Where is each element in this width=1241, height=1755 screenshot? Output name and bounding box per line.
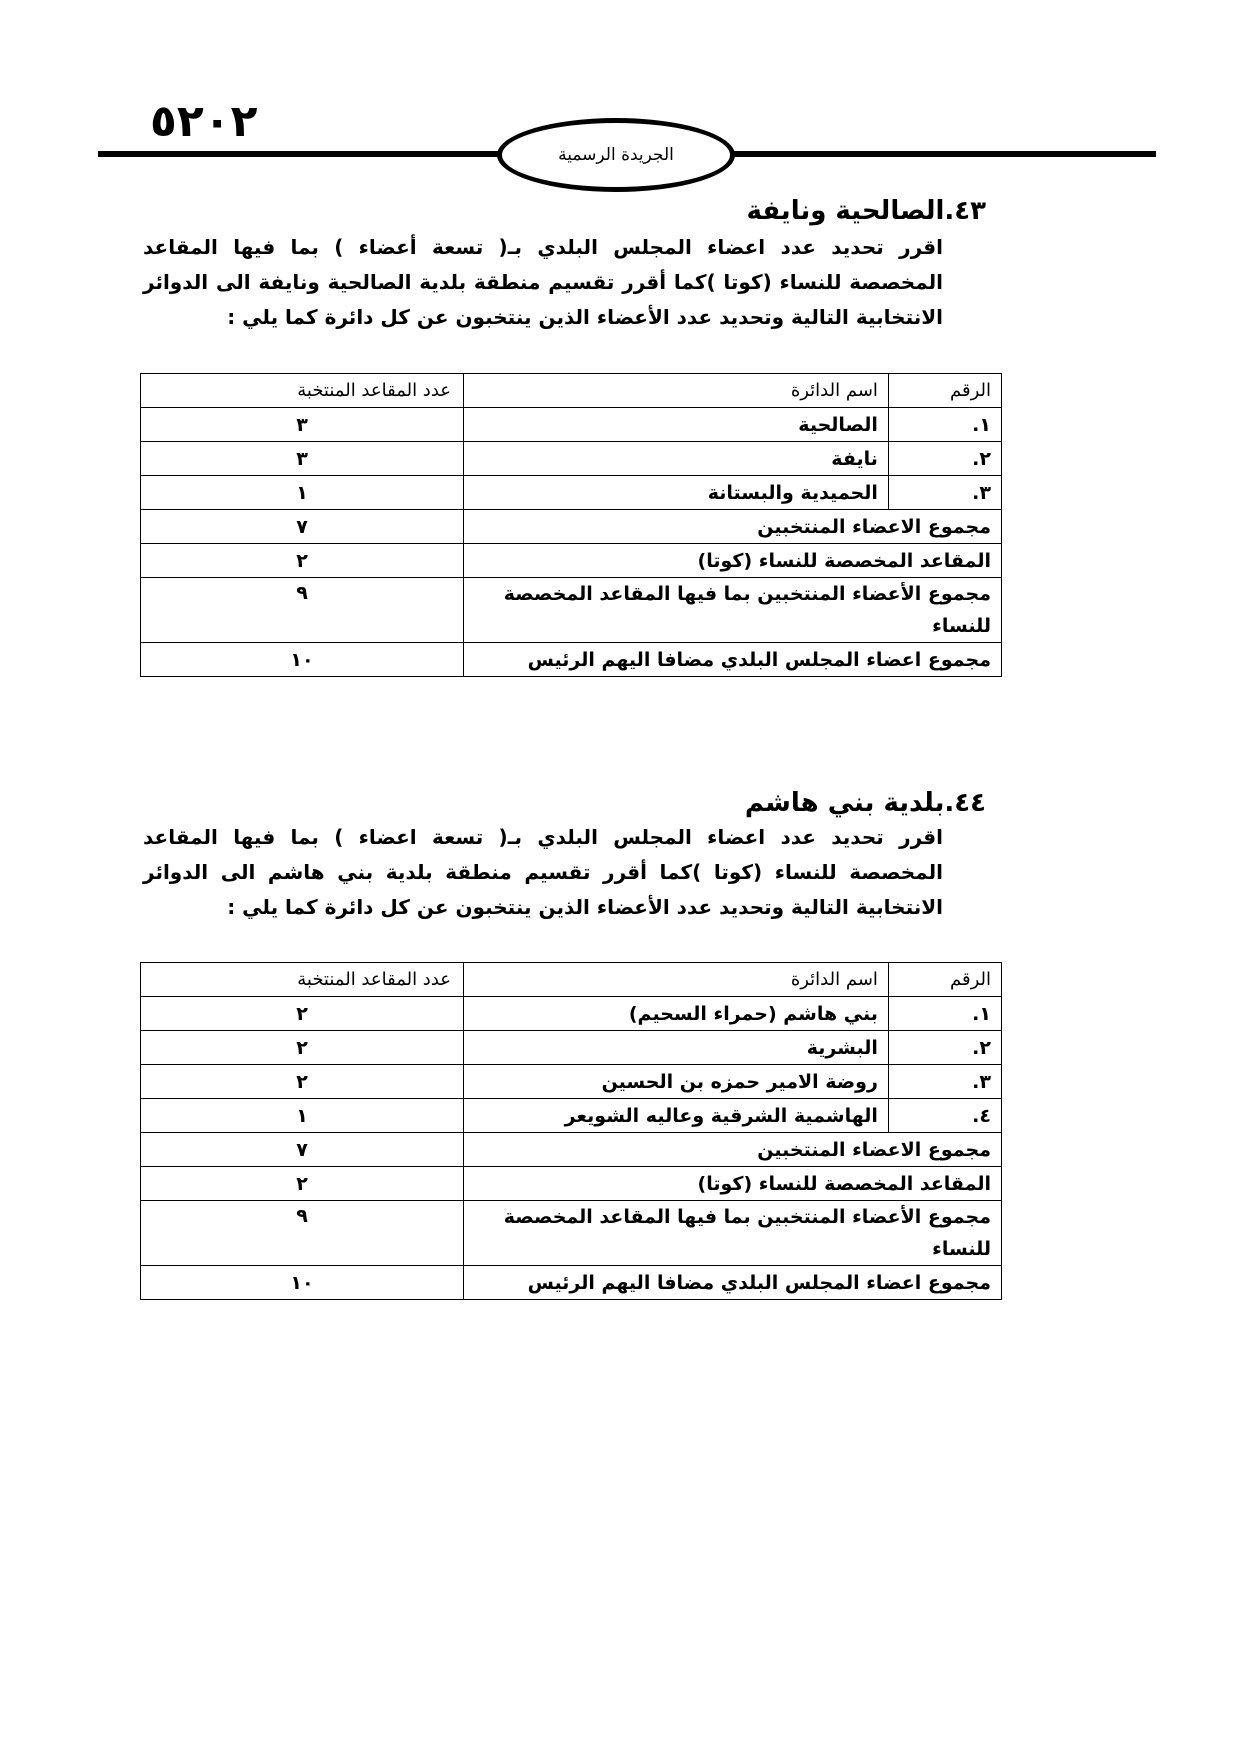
header-oval (497, 118, 735, 192)
header-num: الرقم (888, 374, 1001, 408)
table-row (141, 1065, 1002, 1099)
districts-table-43 (140, 373, 1002, 677)
table-row (141, 1031, 1002, 1065)
row-name: البشرية (464, 1031, 889, 1065)
row-num: ٣. (888, 476, 1001, 510)
row-num: ٤. (888, 1099, 1001, 1133)
row-seats: ٢ (141, 1065, 464, 1099)
row-num: ٢. (888, 1031, 1001, 1065)
row-seats: ٢ (141, 1031, 464, 1065)
section-title: ٤٣.الصالحية ونايفة (746, 196, 986, 226)
total-row (141, 1133, 1002, 1167)
row-num: ١. (888, 408, 1001, 442)
row-seats: ١ (141, 1099, 464, 1133)
section-paragraph: اقرر تحديد عدد اعضاء المجلس البلدي بـ( تسعة أعضاء ) بما فيها المقاعد المخصصة للنساء (كوتا )كما أقرر تقسيم منطقة بلدية الصالحية ونايفة الى الدوائر الانتخابية التالية وتحديد عدد الأعضاء الذين ينتخبون عن كل دائرة كما يلي : (143, 235, 943, 329)
total-row (141, 510, 1002, 544)
row-seats: ٣ (141, 408, 464, 442)
total-value: ٢ (141, 1167, 464, 1201)
table-row (141, 1099, 1002, 1133)
total-label: مجموع الأعضاء المنتخبين بما فيها المقاعد المخصصة للنساء (464, 578, 1002, 643)
row-name: الهاشمية الشرقية وعاليه الشويعر (464, 1099, 889, 1133)
row-num: ٣. (888, 1065, 1001, 1099)
total-label: المقاعد المخصصة للنساء (كوتا) (464, 1167, 1002, 1201)
total-value: ٢ (141, 544, 464, 578)
row-name: الحميدية والبستانة (464, 476, 889, 510)
table-header-row (141, 963, 1002, 997)
total-value: ٧ (141, 1133, 464, 1167)
header-num: الرقم (888, 963, 1001, 997)
header-seats: عدد المقاعد المنتخبة (141, 374, 464, 408)
header-name: اسم الدائرة (464, 374, 889, 408)
header-name: اسم الدائرة (464, 963, 889, 997)
total-label: مجموع اعضاء المجلس البلدي مضافا اليهم الرئيس (464, 1266, 1002, 1300)
page-number: ٥٢٠٢ (150, 96, 258, 147)
total-row (141, 1266, 1002, 1300)
total-value: ٩ (141, 1201, 464, 1266)
total-row (141, 544, 1002, 578)
total-row (141, 1201, 1002, 1266)
row-name: نايفة (464, 442, 889, 476)
total-row (141, 1167, 1002, 1201)
row-num: ١. (888, 997, 1001, 1031)
total-value: ٧ (141, 510, 464, 544)
row-seats: ٢ (141, 997, 464, 1031)
total-label: مجموع اعضاء المجلس البلدي مضافا اليهم الرئيس (464, 643, 1002, 677)
total-value: ١٠ (141, 643, 464, 677)
districts-table-44 (140, 962, 1002, 1300)
row-name: روضة الامير حمزه بن الحسين (464, 1065, 889, 1099)
total-row (141, 578, 1002, 643)
table-row (141, 408, 1002, 442)
table-row (141, 442, 1002, 476)
table-row (141, 476, 1002, 510)
row-name: بني هاشم (حمراء السحيم) (464, 997, 889, 1031)
section-paragraph: اقرر تحديد عدد اعضاء المجلس البلدي بـ( تسعة اعضاء ) بما فيها المقاعد المخصصة للنساء (كوتا )كما أقرر تقسيم منطقة بلدية بني هاشم الى الدوائر الانتخابية التالية وتحديد عدد الأعضاء الذين ينتخبون عن كل دائرة كما يلي : (143, 825, 943, 919)
header-seats: عدد المقاعد المنتخبة (141, 963, 464, 997)
total-label: المقاعد المخصصة للنساء (كوتا) (464, 544, 1002, 578)
header-title: الجريدة الرسمية (558, 145, 674, 165)
row-name: الصالحية (464, 408, 889, 442)
total-value: ١٠ (141, 1266, 464, 1300)
table-header-row (141, 374, 1002, 408)
total-label: مجموع الاعضاء المنتخبين (464, 510, 1002, 544)
total-label: مجموع الأعضاء المنتخبين بما فيها المقاعد المخصصة للنساء (464, 1201, 1002, 1266)
table-row (141, 997, 1002, 1031)
section-title: ٤٤.بلدية بني هاشم (744, 788, 986, 818)
total-label: مجموع الاعضاء المنتخبين (464, 1133, 1002, 1167)
total-row (141, 643, 1002, 677)
total-value: ٩ (141, 578, 464, 643)
row-num: ٢. (888, 442, 1001, 476)
row-seats: ١ (141, 476, 464, 510)
row-seats: ٣ (141, 442, 464, 476)
